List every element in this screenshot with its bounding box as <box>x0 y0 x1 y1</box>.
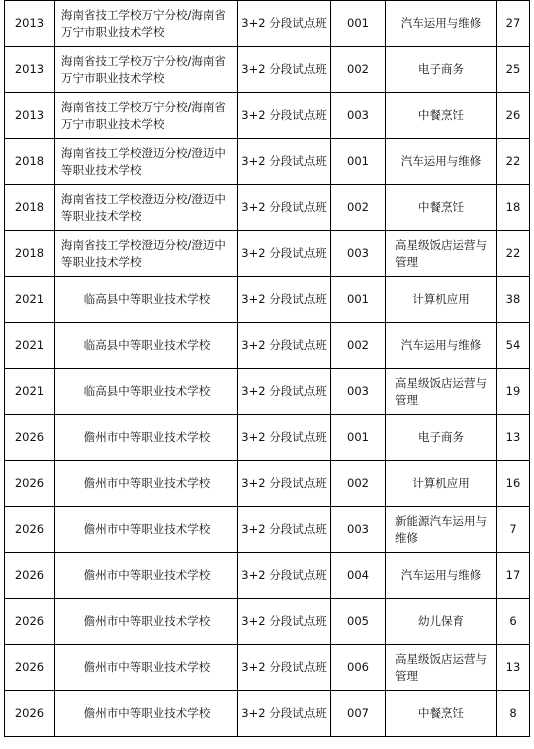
group-code-cell: 006 <box>331 645 386 691</box>
plan-count-cell: 22 <box>497 139 530 185</box>
table-row <box>5 599 530 645</box>
plan-count-cell: 26 <box>497 93 530 139</box>
program-type-cell: 3+2 分段试点班 <box>238 461 331 507</box>
major-name-cell: 计算机应用 <box>386 277 497 323</box>
plan-count-cell: 8 <box>497 691 530 737</box>
table-row <box>5 461 530 507</box>
table-row <box>5 691 530 737</box>
school-code-cell: 2026 <box>5 599 55 645</box>
table-row <box>5 47 530 93</box>
major-name-cell: 电子商务 <box>386 47 497 93</box>
plan-count-cell: 13 <box>497 645 530 691</box>
school-code-cell: 2013 <box>5 1 55 47</box>
school-name-cell: 海南省技工学校澄迈分校/澄迈中等职业技术学校 <box>55 185 238 231</box>
group-code-cell: 001 <box>331 1 386 47</box>
table-row <box>5 1 530 47</box>
group-code-cell: 003 <box>331 93 386 139</box>
major-name-cell: 中餐烹饪 <box>386 185 497 231</box>
table-row <box>5 415 530 461</box>
school-code-cell: 2018 <box>5 231 55 277</box>
school-name-cell: 儋州市中等职业技术学校 <box>55 507 238 553</box>
school-code-cell: 2026 <box>5 461 55 507</box>
program-type-cell: 3+2 分段试点班 <box>238 415 331 461</box>
school-name-cell: 儋州市中等职业技术学校 <box>55 599 238 645</box>
school-code-cell: 2018 <box>5 185 55 231</box>
school-name-cell: 临高县中等职业技术学校 <box>55 277 238 323</box>
major-name-cell: 汽车运用与维修 <box>386 139 497 185</box>
program-type-cell: 3+2 分段试点班 <box>238 1 331 47</box>
school-name-cell: 海南省技工学校万宁分校/海南省万宁市职业技术学校 <box>55 47 238 93</box>
school-code-cell: 2026 <box>5 645 55 691</box>
school-name-cell: 海南省技工学校澄迈分校/澄迈中等职业技术学校 <box>55 231 238 277</box>
school-code-cell: 2026 <box>5 415 55 461</box>
major-name-cell: 高星级饭店运营与管理 <box>386 645 497 691</box>
school-code-cell: 2018 <box>5 139 55 185</box>
major-name-cell: 中餐烹饪 <box>386 691 497 737</box>
program-type-cell: 3+2 分段试点班 <box>238 277 331 323</box>
program-type-cell: 3+2 分段试点班 <box>238 323 331 369</box>
school-name-cell: 海南省技工学校万宁分校/海南省万宁市职业技术学校 <box>55 1 238 47</box>
school-name-cell: 儋州市中等职业技术学校 <box>55 461 238 507</box>
table-row <box>5 231 530 277</box>
plan-count-cell: 22 <box>497 231 530 277</box>
major-name-cell: 汽车运用与维修 <box>386 323 497 369</box>
program-type-cell: 3+2 分段试点班 <box>238 599 331 645</box>
table-row <box>5 277 530 323</box>
table-row <box>5 185 530 231</box>
plan-count-cell: 25 <box>497 47 530 93</box>
group-code-cell: 003 <box>331 369 386 415</box>
program-type-cell: 3+2 分段试点班 <box>238 139 331 185</box>
major-name-cell: 汽车运用与维修 <box>386 553 497 599</box>
school-name-cell: 临高县中等职业技术学校 <box>55 369 238 415</box>
school-code-cell: 2026 <box>5 553 55 599</box>
plan-count-cell: 17 <box>497 553 530 599</box>
school-code-cell: 2021 <box>5 323 55 369</box>
major-name-cell: 高星级饭店运营与管理 <box>386 369 497 415</box>
school-name-cell: 儋州市中等职业技术学校 <box>55 553 238 599</box>
program-type-cell: 3+2 分段试点班 <box>238 645 331 691</box>
school-name-cell: 临高县中等职业技术学校 <box>55 323 238 369</box>
plan-count-cell: 38 <box>497 277 530 323</box>
table-row <box>5 369 530 415</box>
group-code-cell: 007 <box>331 691 386 737</box>
school-code-cell: 2021 <box>5 277 55 323</box>
major-name-cell: 计算机应用 <box>386 461 497 507</box>
group-code-cell: 005 <box>331 599 386 645</box>
table-row <box>5 139 530 185</box>
major-name-cell: 幼儿保育 <box>386 599 497 645</box>
school-name-cell: 儋州市中等职业技术学校 <box>55 691 238 737</box>
plan-count-cell: 19 <box>497 369 530 415</box>
school-code-cell: 2021 <box>5 369 55 415</box>
major-name-cell: 电子商务 <box>386 415 497 461</box>
program-type-cell: 3+2 分段试点班 <box>238 93 331 139</box>
program-type-cell: 3+2 分段试点班 <box>238 507 331 553</box>
group-code-cell: 003 <box>331 231 386 277</box>
major-name-cell: 中餐烹饪 <box>386 93 497 139</box>
school-code-cell: 2026 <box>5 691 55 737</box>
school-name-cell: 海南省技工学校澄迈分校/澄迈中等职业技术学校 <box>55 139 238 185</box>
school-name-cell: 儋州市中等职业技术学校 <box>55 645 238 691</box>
plan-count-cell: 18 <box>497 185 530 231</box>
plan-count-cell: 6 <box>497 599 530 645</box>
school-name-cell: 儋州市中等职业技术学校 <box>55 415 238 461</box>
group-code-cell: 001 <box>331 139 386 185</box>
group-code-cell: 001 <box>331 415 386 461</box>
group-code-cell: 004 <box>331 553 386 599</box>
group-code-cell: 003 <box>331 507 386 553</box>
school-code-cell: 2026 <box>5 507 55 553</box>
enrollment-plan-table <box>4 0 530 737</box>
program-type-cell: 3+2 分段试点班 <box>238 47 331 93</box>
group-code-cell: 002 <box>331 461 386 507</box>
plan-count-cell: 54 <box>497 323 530 369</box>
program-type-cell: 3+2 分段试点班 <box>238 553 331 599</box>
program-type-cell: 3+2 分段试点班 <box>238 185 331 231</box>
plan-count-cell: 27 <box>497 1 530 47</box>
major-name-cell: 新能源汽车运用与维修 <box>386 507 497 553</box>
table-row <box>5 323 530 369</box>
group-code-cell: 002 <box>331 323 386 369</box>
program-type-cell: 3+2 分段试点班 <box>238 231 331 277</box>
table-row <box>5 507 530 553</box>
program-type-cell: 3+2 分段试点班 <box>238 691 331 737</box>
plan-count-cell: 16 <box>497 461 530 507</box>
program-type-cell: 3+2 分段试点班 <box>238 369 331 415</box>
plan-count-cell: 7 <box>497 507 530 553</box>
school-name-cell: 海南省技工学校万宁分校/海南省万宁市职业技术学校 <box>55 93 238 139</box>
major-name-cell: 高星级饭店运营与管理 <box>386 231 497 277</box>
major-name-cell: 汽车运用与维修 <box>386 1 497 47</box>
group-code-cell: 001 <box>331 277 386 323</box>
group-code-cell: 002 <box>331 47 386 93</box>
plan-count-cell: 13 <box>497 415 530 461</box>
table-row <box>5 93 530 139</box>
table-body <box>5 1 530 737</box>
table-row <box>5 645 530 691</box>
table-row <box>5 553 530 599</box>
school-code-cell: 2013 <box>5 47 55 93</box>
group-code-cell: 002 <box>331 185 386 231</box>
school-code-cell: 2013 <box>5 93 55 139</box>
